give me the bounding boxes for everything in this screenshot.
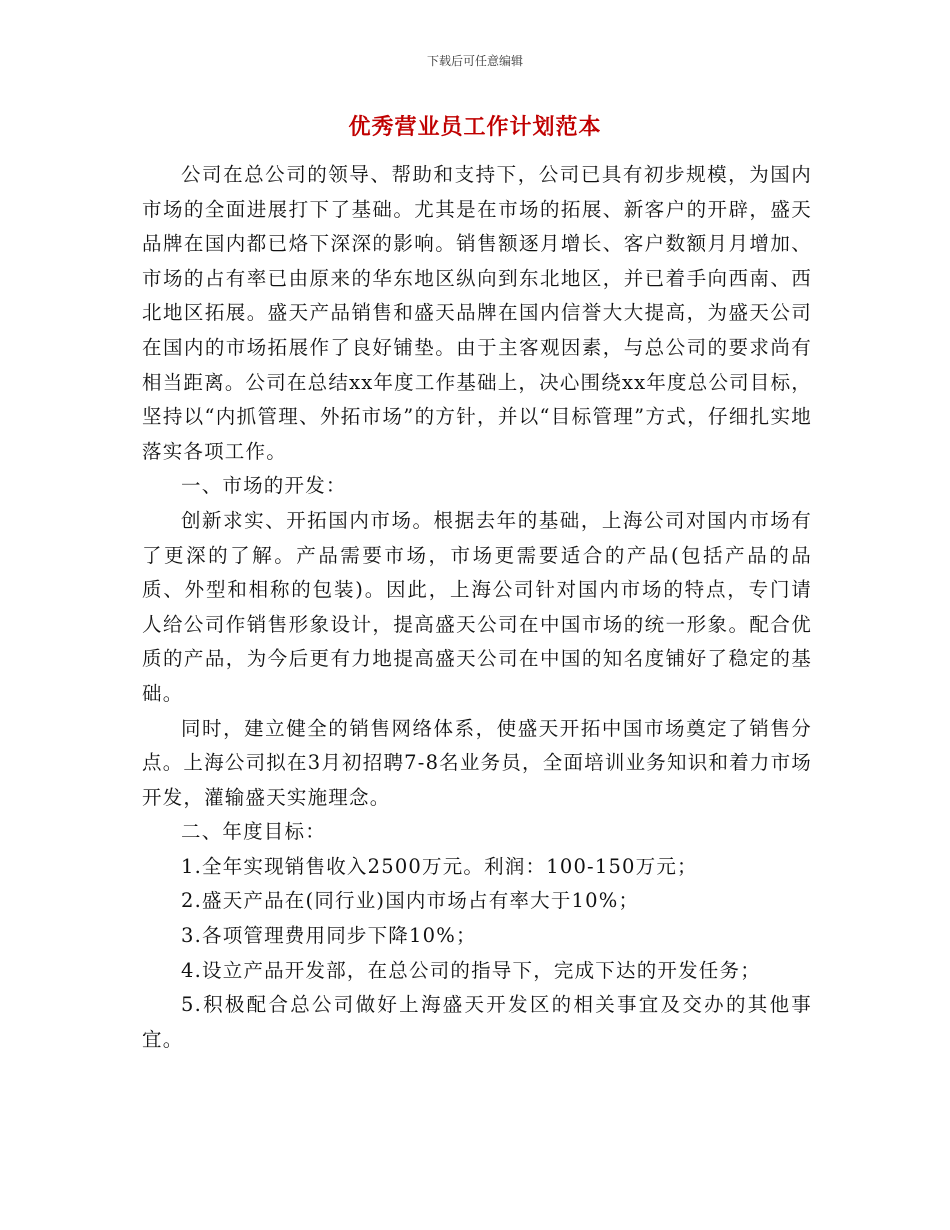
network-paragraph: 同时，建立健全的销售网络体系，使盛天开拓中国市场奠定了销售分点。上海公司拟在3月初招聘7-8名业务员，全面培训业务知识和着力市场开发，灌输盛天实施理念。 (142, 716, 812, 809)
document-title: 优秀营业员工作计划范本 (348, 115, 602, 140)
goal-item-1: 1.全年实现销售收入2500万元。利润：100-150万元； (181, 854, 698, 878)
header-note: 下载后可任意编辑 (426, 54, 523, 68)
section-heading-market: 一、市场的开发： (181, 474, 347, 498)
market-paragraph: 创新求实、开拓国内市场。根据去年的基础，上海公司对国内市场有了更深的了解。产品需要市场，市场更需要适合的产品(包括产品的品质、外型和相称的包装)。因此，上海公司针对国内市场的特点，专门请人给公司作销售形象设计，提高盛天公司在中国市场的统一形象。配合优质的产品，为今后更有力地提高盛天公司在中国的知名度铺好了稳定的基础。 (142, 508, 812, 705)
goal-item-4: 4.设立产品开发部，在总公司的指导下，完成下达的开发任务； (181, 958, 761, 982)
goal-item-3: 3.各项管理费用同步下降10%； (181, 924, 477, 948)
goal-item-5: 5.积极配合总公司做好上海盛天开发区的相关事宜及交办的其他事宜。 (142, 993, 812, 1051)
document-body (142, 158, 812, 1057)
section-heading-goals: 二、年度目标： (181, 820, 326, 844)
goal-item-2: 2.盛天产品在(同行业)国内市场占有率大于10%； (181, 889, 640, 913)
intro-paragraph: 公司在总公司的领导、帮助和支持下，公司已具有初步规模，为国内市场的全面进展打下了基础。尤其是在市场的拓展、新客户的开辟，盛天品牌在国内都已烙下深深的影响。销售额逐月增长、客户数额月月增加、市场的占有率已由原来的华东地区纵向到东北地区，并已着手向西南、西北地区拓展。盛天产品销售和盛天品牌在国内信誉大大提高，为盛天公司在国内的市场拓展作了良好铺垫。由于主客观因素，与总公司的要求尚有相当距离。公司在总结xx年度工作基础上，决心围绕xx年度总公司目标，坚持以“内抓管理、外拓市场”的方针，并以“目标管理”方式，仔细扎实地落实各项工作。 (142, 163, 812, 463)
